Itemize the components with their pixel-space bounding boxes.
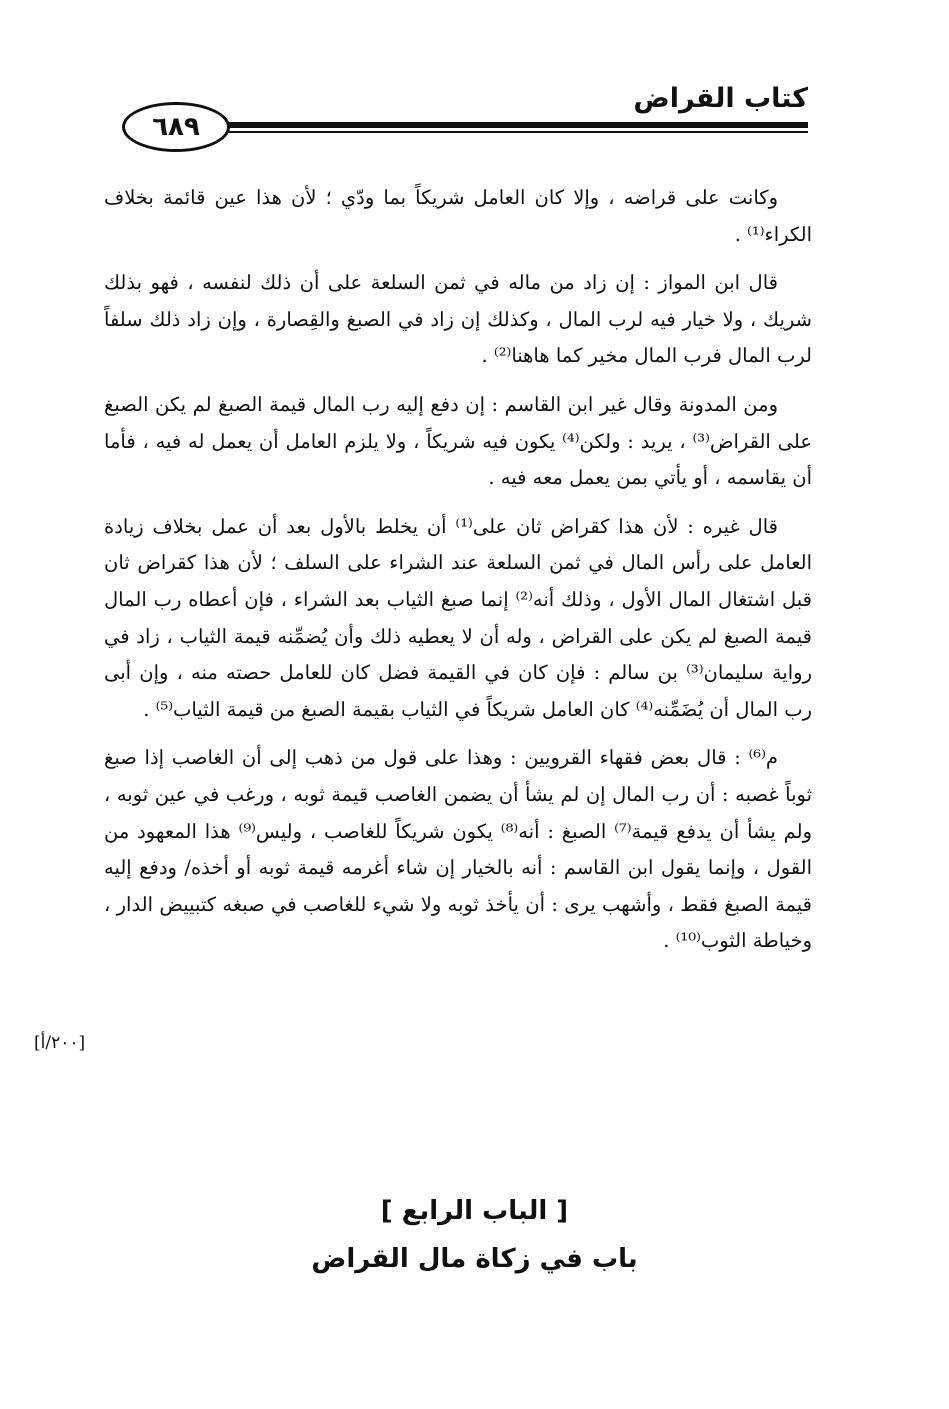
manuscript-folio-reference: [٢٠٠/أ]	[34, 1033, 86, 1053]
running-title: كتاب القراض	[633, 83, 808, 114]
header-rule-thin	[138, 131, 808, 133]
paragraph: ومن المدونة وقال غير ابن القاسم : إن دفع إليه رب المال قيمة الصبغ لم يكن الصبغ على القراض⁽³⁾ ، يريد : ولكن⁽⁴⁾ يكون فيه شريكاً ، ولا يلزم العامل أن يعمل له فيه ، فأما أن يقاسمه ، أو يأتي بمن يعمل معه فيه .	[104, 392, 812, 490]
header-rule-thick	[198, 122, 808, 128]
body-text	[104, 180, 812, 972]
page-header	[108, 82, 808, 142]
paragraph: قال ابن المواز : إن زاد من ماله في ثمن السلعة على أن ذلك لنفسه ، فهو بذلك شريك ، ولا خيار فيه لرب المال ، وكذلك إن زاد في الصبغ والقِصارة ، وإن زاد ذلك سلفاً لرب المال فرب المال مخير كما هاهنا⁽²⁾ .	[104, 271, 812, 368]
paragraph: م⁽⁶⁾ : قال بعض فقهاء القرويين : وهذا على قول من ذهب إلى أن الغاصب إذا صبغ ثوباً غصبه : أن رب المال إن لم يشأ أن يضمن الغاصب قيمة ثوبه ، ورغب في عين ثوبه ، ولم يشأ أن يدفع قيمة⁽⁷⁾ الصبغ : أنه⁽⁸⁾ يكون شريكاً للغاصب ، وليس⁽⁹⁾ هذا المعهود من القول ، وإنما يقول ابن القاسم : أنه بالخيار إن شاء أغرمه قيمة ثوبه أو أخذه/ ودفع إليه قيمة الصبغ فقط ، وأشهب يرى : أن يأخذ ثوبه ولا شيء للغاصب في صبغه كتبييض الدار ، وخياطة الثوب⁽¹⁰⁾ .	[104, 746, 813, 953]
paragraph: وكانت على قراضه ، وإلا كان العامل شريكاً بما ودّي ؛ لأن هذا عين قائمة بخلاف الكراء⁽¹⁾ .	[104, 186, 812, 246]
chapter-subtitle: باب في زكاة مال القراض	[311, 1244, 638, 1274]
chapter-title: [ الباب الرابع ]	[380, 1196, 569, 1226]
paragraph: قال غيره : لأن هذا كقراض ثان على⁽¹⁾ أن يخلط بالأول بعد أن عمل بخلاف زيادة العامل على رأس المال في ثمن السلعة عند الشراء على السلف ؛ لأن هذا كقراض ثان قبل اشتغال المال الأول ، وذلك أنه⁽²⁾ إنما صبغ الثياب بعد الشراء ، فإن أعطاه رب المال قيمة الصبغ لم يكن على القراض ، وله أن لا يعطيه ذلك وأن يُضمِّنه قيمة الثياب ، زاد في رواية سليمان⁽³⁾ بن سالم : فإن كان في القيمة فضل كان للعامل حصته منه ، وإن أبى رب المال أن يُضَمِّنه⁽⁴⁾ كان العامل شريكاً في الثياب بقيمة الصبغ من قيمة الثياب⁽⁵⁾ .	[104, 514, 813, 721]
page-number: ٦٨٩	[122, 102, 230, 152]
